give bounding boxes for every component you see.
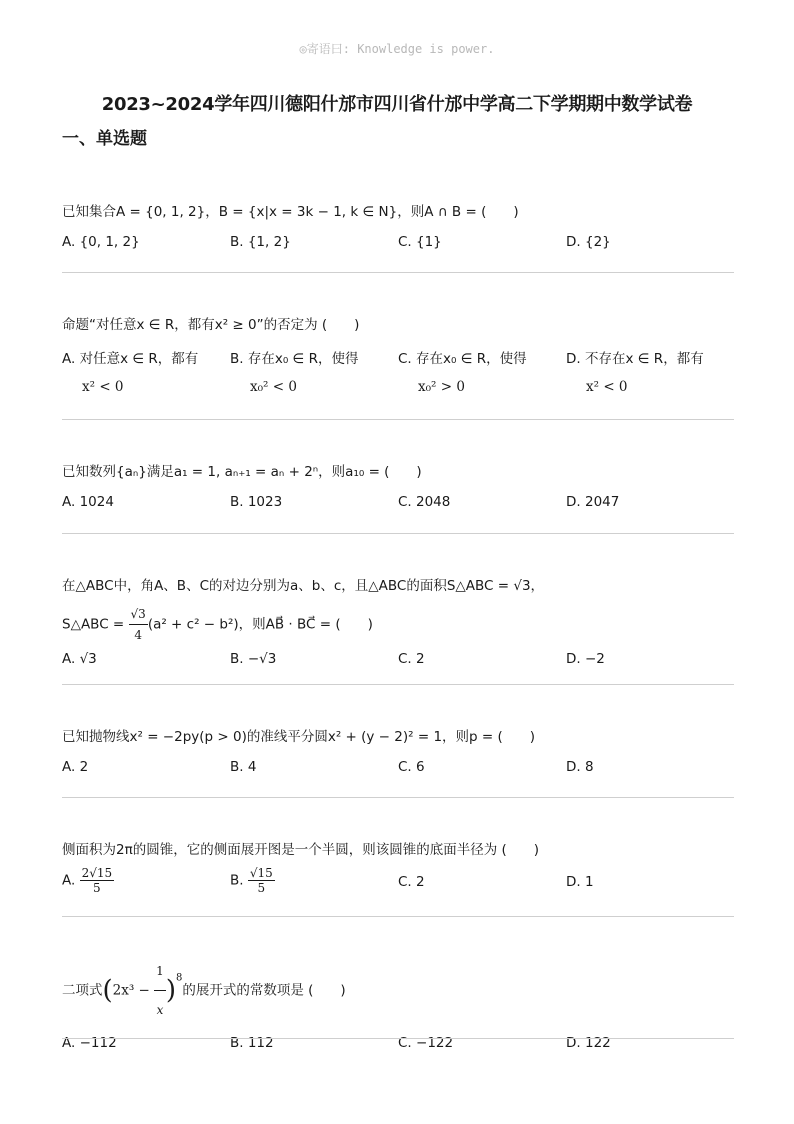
question-stem: 已知抛物线x² = −2py(p > 0)的准线平分圆x² + (y − 2)² = 1，则p = ( ) [62,729,536,745]
option-a[interactable]: A. 1024 [62,494,114,510]
fraction-denominator: 4 [134,628,142,642]
option-label: B. [230,872,244,889]
section-heading: 一、单选题 [62,129,147,149]
question-stem-line2 [62,604,734,645]
option-d[interactable]: D. −2 [566,651,605,667]
stem-expression: 2x³ − [112,982,155,999]
question-stem: 已知集合A = {0, 1, 2}，B = {x|x = 3k − 1, k ∈ N}，则A ∩ B = ( ) [62,204,519,220]
divider [62,684,734,685]
page-title: 2023~2024学年四川德阳什邡市四川省什邡中学高二下学期期中数学试卷 [101,94,693,115]
question-1 [62,202,734,256]
fraction-numerator: 2√15 [81,866,113,880]
option-a[interactable]: A. −112 [62,1035,117,1051]
option-text-line2: x₀² < 0 [250,379,297,395]
option-b[interactable]: B. 112 [230,1035,274,1051]
option-text-line2: x² < 0 [586,379,628,395]
option-b[interactable]: B. 1023 [230,494,283,510]
question-7 [62,952,734,1057]
option-text-line2: x² < 0 [82,379,124,395]
fraction [80,866,115,895]
options-row [62,651,734,673]
option-text: B. 存在x₀ ∈ R，使得 [230,351,359,367]
option-a[interactable]: A. {0, 1, 2} [62,234,140,250]
option-d[interactable] [566,347,726,395]
question-4 [62,576,734,673]
options-row [62,866,734,902]
option-b[interactable] [230,347,390,395]
option-c[interactable]: C. {1} [398,234,442,250]
divider [62,419,734,420]
option-c[interactable]: C. 2048 [398,494,451,510]
option-b[interactable]: B. −√3 [230,651,277,667]
option-b[interactable]: B. 4 [230,759,257,775]
option-c[interactable]: C. 6 [398,759,425,775]
option-c[interactable]: C. 2 [398,874,425,890]
options-row [62,234,734,256]
stem-text: S△ABC = [62,616,129,633]
question-5 [62,727,734,781]
options-row [62,759,734,781]
divider [62,533,734,534]
option-d[interactable]: D. {2} [566,234,611,250]
stem-text: 的展开式的常数项是 ( ) [182,982,346,999]
fraction-numerator: √3 [129,604,148,625]
fraction-denominator: 5 [93,881,101,895]
question-stem: 已知数列{aₙ}满足a₁ = 1, aₙ₊₁ = aₙ + 2ⁿ，则a₁₀ = ( ) [62,464,422,480]
fraction-numerator: 1 [154,952,166,991]
left-paren: ( [102,975,113,1006]
option-a[interactable] [62,347,222,395]
option-a[interactable]: A. 2 [62,759,89,775]
option-a[interactable] [62,866,222,895]
options-row [62,494,734,516]
question-stem [62,952,734,1029]
fraction [129,604,148,645]
question-stem: 侧面积为2π的圆锥，它的侧面展开图是一个半圆，则该圆锥的底面半径为 ( ) [62,842,540,858]
option-d[interactable]: D. 8 [566,759,594,775]
question-stem: 命题“对任意x ∈ R，都有x² ≥ 0”的否定为 ( ) [62,317,360,333]
fraction [154,952,166,1029]
right-paren: ) [165,975,176,1006]
divider [62,272,734,273]
question-stem: 在△ABC中，角A、B、C的对边分别为a、b、c，且△ABC的面积S△ABC = √3， [62,578,545,594]
option-label: A. [62,872,76,889]
option-c[interactable]: C. 2 [398,651,425,667]
fraction [248,866,275,895]
option-a[interactable]: A. √3 [62,651,97,667]
option-d[interactable]: D. 122 [566,1035,611,1051]
fraction-denominator: 5 [257,881,266,895]
fraction-denominator: x [156,1003,164,1017]
option-d[interactable]: D. 2047 [566,494,620,510]
stem-text: (a² + c² − b²)，则AB⃗ · BC⃗ = ( ) [147,616,373,633]
option-c[interactable]: C. −122 [398,1035,454,1051]
options-row [62,347,734,399]
fraction-numerator: √15 [249,866,273,880]
divider [62,1038,734,1039]
divider [62,916,734,917]
option-text: A. 对任意x ∈ R，都有 [62,351,199,367]
divider [62,797,734,798]
option-c[interactable] [398,347,558,395]
option-d[interactable]: D. 1 [566,874,594,890]
option-text: D. 不存在x ∈ R，都有 [566,351,704,367]
option-text: C. 存在x₀ ∈ R，使得 [398,351,527,367]
question-3 [62,462,734,516]
exponent: 8 [175,972,183,984]
option-b[interactable]: B. {1, 2} [230,234,291,250]
question-2 [62,315,734,399]
watermark: ◎寄语曰: Knowledge is power. [299,42,495,56]
stem-text: 二项式 [62,982,103,999]
question-6 [62,840,734,902]
option-text-line2: x₀² > 0 [418,379,465,395]
option-b[interactable] [230,866,390,895]
